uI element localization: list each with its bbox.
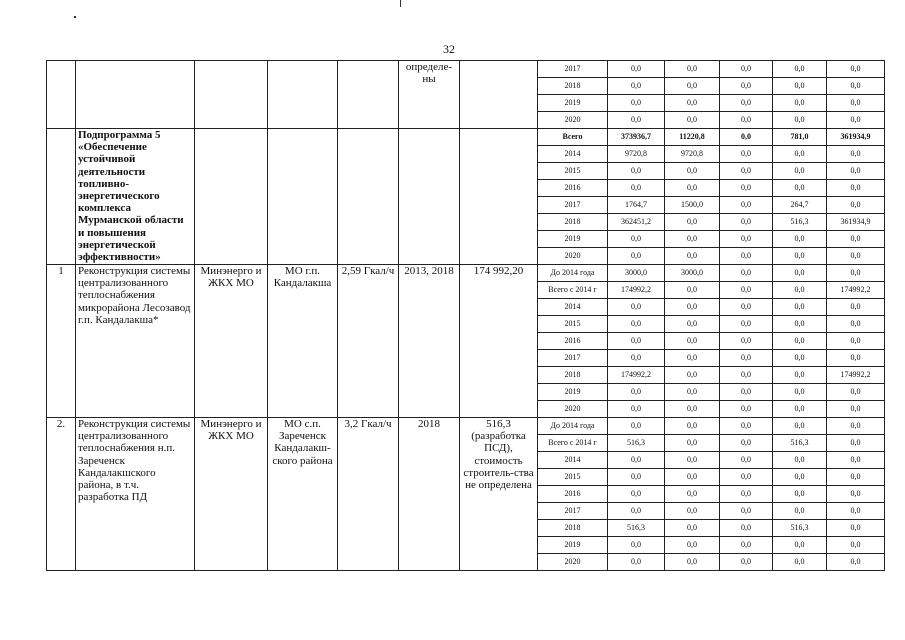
value-cell: 0,0 [773, 61, 827, 78]
value-cell: 0,0 [773, 299, 827, 316]
year-cell: 2020 [538, 112, 608, 129]
value-cell: 0,0 [720, 333, 773, 350]
year-cell: 2016 [538, 486, 608, 503]
value-cell: 0,0 [720, 214, 773, 231]
cost-cell [460, 129, 538, 265]
value-cell: 1764,7 [608, 197, 665, 214]
year-cell: Всего с 2014 г [538, 282, 608, 299]
value-cell: 0,0 [665, 554, 720, 571]
value-cell: 11220,8 [665, 129, 720, 146]
item-capacity: 3,2 Гкал/ч [338, 418, 399, 571]
value-cell: 0,0 [720, 350, 773, 367]
value-cell: 0,0 [773, 163, 827, 180]
value-cell: 0,0 [827, 316, 885, 333]
value-cell: 0,0 [827, 520, 885, 537]
value-cell: 0,0 [773, 537, 827, 554]
value-cell: 0,0 [665, 61, 720, 78]
value-cell: 0,0 [608, 418, 665, 435]
item-number: 1 [47, 265, 76, 418]
item-cost: 516,3 (разработка ПСД), стоимость строитель-ства не определена [460, 418, 538, 571]
value-cell: 0,0 [773, 95, 827, 112]
value-cell: 3000,0 [608, 265, 665, 282]
value-cell: 0,0 [773, 503, 827, 520]
value-cell: 0,0 [720, 469, 773, 486]
value-cell: 0,0 [720, 180, 773, 197]
year-cell: 2014 [538, 452, 608, 469]
year-cell: 2017 [538, 350, 608, 367]
value-cell: 0,0 [720, 248, 773, 265]
value-cell: 516,3 [608, 520, 665, 537]
value-cell: 0,0 [665, 367, 720, 384]
value-cell: 0,0 [608, 350, 665, 367]
value-cell: 264,7 [773, 197, 827, 214]
value-cell: 361934,9 [827, 129, 885, 146]
item-period: 2013, 2018 [399, 265, 460, 418]
value-cell: 0,0 [665, 95, 720, 112]
value-cell: 0,0 [720, 554, 773, 571]
value-cell: 0,0 [720, 503, 773, 520]
value-cell: 516,3 [773, 520, 827, 537]
value-cell: 0,0 [665, 384, 720, 401]
value-cell: 0,0 [773, 384, 827, 401]
capacity-cell [338, 129, 399, 265]
value-cell: 0,0 [665, 503, 720, 520]
value-cell: 0,0 [720, 129, 773, 146]
value-cell: 0,0 [773, 418, 827, 435]
year-cell: 2014 [538, 146, 608, 163]
value-cell: 0,0 [827, 146, 885, 163]
period-cell [399, 129, 460, 265]
item-cost: 174 992,20 [460, 265, 538, 418]
value-cell: 0,0 [827, 350, 885, 367]
value-cell: 0,0 [827, 95, 885, 112]
year-cell: 2016 [538, 333, 608, 350]
value-cell: 0,0 [720, 265, 773, 282]
value-cell: 0,0 [665, 469, 720, 486]
value-cell: 0,0 [608, 333, 665, 350]
value-cell: 0,0 [665, 452, 720, 469]
value-cell: 3000,0 [665, 265, 720, 282]
year-cell: 2015 [538, 163, 608, 180]
value-cell: 0,0 [665, 282, 720, 299]
value-cell: 0,0 [608, 248, 665, 265]
year-cell: Всего с 2014 г [538, 435, 608, 452]
value-cell: 0,0 [608, 163, 665, 180]
value-cell: 0,0 [608, 503, 665, 520]
value-cell: 0,0 [827, 112, 885, 129]
value-cell: 0,0 [773, 78, 827, 95]
item-period: 2018 [399, 418, 460, 571]
value-cell: 0,0 [665, 78, 720, 95]
value-cell: 0,0 [827, 61, 885, 78]
value-cell: 0,0 [827, 231, 885, 248]
value-cell: 0,0 [665, 112, 720, 129]
value-cell: 0,0 [720, 486, 773, 503]
value-cell: 9720,8 [665, 146, 720, 163]
value-cell: 0,0 [773, 112, 827, 129]
value-cell: 0,0 [720, 95, 773, 112]
value-cell: 0,0 [608, 231, 665, 248]
value-cell: 0,0 [720, 418, 773, 435]
year-cell: 2018 [538, 214, 608, 231]
table-body [47, 61, 885, 571]
value-cell: 0,0 [665, 180, 720, 197]
value-cell: 0,0 [827, 265, 885, 282]
value-cell: 0,0 [827, 197, 885, 214]
value-cell: 0,0 [827, 333, 885, 350]
value-cell: 0,0 [773, 248, 827, 265]
value-cell: 0,0 [720, 520, 773, 537]
value-cell: 0,0 [665, 401, 720, 418]
value-cell: 781,0 [773, 129, 827, 146]
value-cell: 0,0 [720, 401, 773, 418]
year-cell: До 2014 года [538, 418, 608, 435]
value-cell: 0,0 [665, 520, 720, 537]
table-row [47, 129, 885, 146]
value-cell: 0,0 [827, 554, 885, 571]
value-cell: 0,0 [608, 78, 665, 95]
value-cell: 0,0 [827, 486, 885, 503]
value-cell: 516,3 [608, 435, 665, 452]
value-cell: 9720,8 [608, 146, 665, 163]
table-row [47, 265, 885, 282]
value-cell: 373936,7 [608, 129, 665, 146]
value-cell: 0,0 [773, 401, 827, 418]
value-cell: 0,0 [773, 469, 827, 486]
value-cell: 0,0 [720, 537, 773, 554]
value-cell: 0,0 [665, 163, 720, 180]
value-cell: 0,0 [773, 316, 827, 333]
value-cell: 0,0 [608, 401, 665, 418]
value-cell: 0,0 [773, 333, 827, 350]
value-cell: 0,0 [665, 486, 720, 503]
value-cell: 0,0 [827, 537, 885, 554]
year-cell: 2018 [538, 367, 608, 384]
value-cell: 1500,0 [665, 197, 720, 214]
item-name: Реконструкция системы централизованного теплоснабжения н.п. Зареченск Кандалакшского района, в т.ч. разработка ПД [76, 418, 195, 571]
executor-cell [195, 61, 268, 129]
year-cell: 2019 [538, 384, 608, 401]
value-cell: 174992,2 [608, 367, 665, 384]
year-cell: 2019 [538, 231, 608, 248]
value-cell: 0,0 [720, 197, 773, 214]
value-cell: 0,0 [827, 452, 885, 469]
value-cell: 0,0 [720, 367, 773, 384]
value-cell: 0,0 [720, 435, 773, 452]
value-cell: 0,0 [827, 248, 885, 265]
value-cell: 0,0 [720, 146, 773, 163]
value-cell: 174992,2 [608, 282, 665, 299]
recipient-cell [268, 61, 338, 129]
value-cell: 0,0 [665, 537, 720, 554]
value-cell: 0,0 [773, 146, 827, 163]
value-cell: 0,0 [720, 452, 773, 469]
value-cell: 0,0 [827, 78, 885, 95]
value-cell: 0,0 [608, 180, 665, 197]
period-cell: определе- ны [399, 61, 460, 129]
value-cell: 516,3 [773, 435, 827, 452]
value-cell: 0,0 [773, 554, 827, 571]
value-cell: 0,0 [827, 435, 885, 452]
value-cell: 0,0 [608, 452, 665, 469]
year-cell: 2019 [538, 537, 608, 554]
number-cell [47, 129, 76, 265]
year-cell: 2017 [538, 61, 608, 78]
value-cell: 0,0 [720, 282, 773, 299]
value-cell: 0,0 [827, 384, 885, 401]
value-cell: 0,0 [827, 401, 885, 418]
value-cell: 0,0 [773, 486, 827, 503]
item-capacity: 2,59 Гкал/ч [338, 265, 399, 418]
year-cell: 2015 [538, 316, 608, 333]
year-cell: 2017 [538, 503, 608, 520]
year-cell: 2014 [538, 299, 608, 316]
value-cell: 0,0 [608, 384, 665, 401]
cost-cell [460, 61, 538, 129]
item-recipient: МО г.п. Кандалакша [268, 265, 338, 418]
value-cell: 0,0 [827, 418, 885, 435]
value-cell: 174992,2 [827, 282, 885, 299]
value-cell: 0,0 [773, 180, 827, 197]
value-cell: 0,0 [665, 418, 720, 435]
item-name: Реконструкция системы централизованного теплоснабжения микрорайона Лесозавод г.п. Кандалакша* [76, 265, 195, 418]
value-cell: 0,0 [773, 265, 827, 282]
value-cell: 0,0 [720, 112, 773, 129]
scan-speck [74, 16, 76, 18]
value-cell: 0,0 [665, 214, 720, 231]
year-cell: 2019 [538, 95, 608, 112]
value-cell: 0,0 [608, 95, 665, 112]
budget-table [46, 60, 885, 571]
value-cell: 0,0 [773, 231, 827, 248]
value-cell: 0,0 [773, 367, 827, 384]
value-cell: 0,0 [608, 299, 665, 316]
value-cell: 0,0 [827, 180, 885, 197]
value-cell: 0,0 [608, 537, 665, 554]
year-cell: 2018 [538, 78, 608, 95]
value-cell: 0,0 [665, 350, 720, 367]
value-cell: 361934,9 [827, 214, 885, 231]
recipient-cell [268, 129, 338, 265]
table-row [47, 61, 885, 78]
value-cell: 0,0 [608, 554, 665, 571]
value-cell: 0,0 [665, 435, 720, 452]
value-cell: 362451,2 [608, 214, 665, 231]
value-cell: 0,0 [720, 231, 773, 248]
executor-cell [195, 129, 268, 265]
value-cell: 0,0 [720, 61, 773, 78]
value-cell: 0,0 [608, 112, 665, 129]
value-cell: 0,0 [720, 78, 773, 95]
year-cell: 2020 [538, 248, 608, 265]
item-recipient: МО с.п. Зареченск Кандалакш-ского района [268, 418, 338, 571]
year-cell: 2020 [538, 401, 608, 418]
year-cell: 2018 [538, 520, 608, 537]
year-cell: 2017 [538, 197, 608, 214]
value-cell: 0,0 [665, 316, 720, 333]
value-cell: 0,0 [773, 452, 827, 469]
value-cell: 0,0 [665, 333, 720, 350]
year-cell: 2016 [538, 180, 608, 197]
value-cell: 174992,2 [827, 367, 885, 384]
table-row [47, 418, 885, 435]
value-cell: 0,0 [665, 299, 720, 316]
value-cell: 0,0 [608, 486, 665, 503]
item-number: 2. [47, 418, 76, 571]
value-cell: 0,0 [720, 299, 773, 316]
year-cell: 2020 [538, 554, 608, 571]
item-executor: Минэнерго и ЖКХ МО [195, 265, 268, 418]
year-cell: Всего [538, 129, 608, 146]
item-executor: Минэнерго и ЖКХ МО [195, 418, 268, 571]
value-cell: 0,0 [827, 469, 885, 486]
value-cell: 0,0 [827, 299, 885, 316]
value-cell: 0,0 [665, 248, 720, 265]
value-cell: 0,0 [827, 503, 885, 520]
capacity-cell [338, 61, 399, 129]
year-cell: До 2014 года [538, 265, 608, 282]
name-cell [76, 61, 195, 129]
value-cell: 0,0 [608, 61, 665, 78]
scan-speck [400, 0, 401, 7]
value-cell: 0,0 [720, 163, 773, 180]
value-cell: 0,0 [827, 163, 885, 180]
value-cell: 0,0 [720, 384, 773, 401]
page-number: 32 [443, 42, 455, 56]
value-cell: 0,0 [773, 282, 827, 299]
value-cell: 0,0 [665, 231, 720, 248]
value-cell: 0,0 [608, 469, 665, 486]
year-cell: 2015 [538, 469, 608, 486]
value-cell: 516,3 [773, 214, 827, 231]
number-cell [47, 61, 76, 129]
value-cell: 0,0 [720, 316, 773, 333]
subprogram-name: Подпрограмма 5 «Обеспечение устойчивой деятельности топливно-энергетического комплекса Мурманской области и повышения энергетической эффективности» [76, 129, 195, 265]
value-cell: 0,0 [608, 316, 665, 333]
value-cell: 0,0 [773, 350, 827, 367]
